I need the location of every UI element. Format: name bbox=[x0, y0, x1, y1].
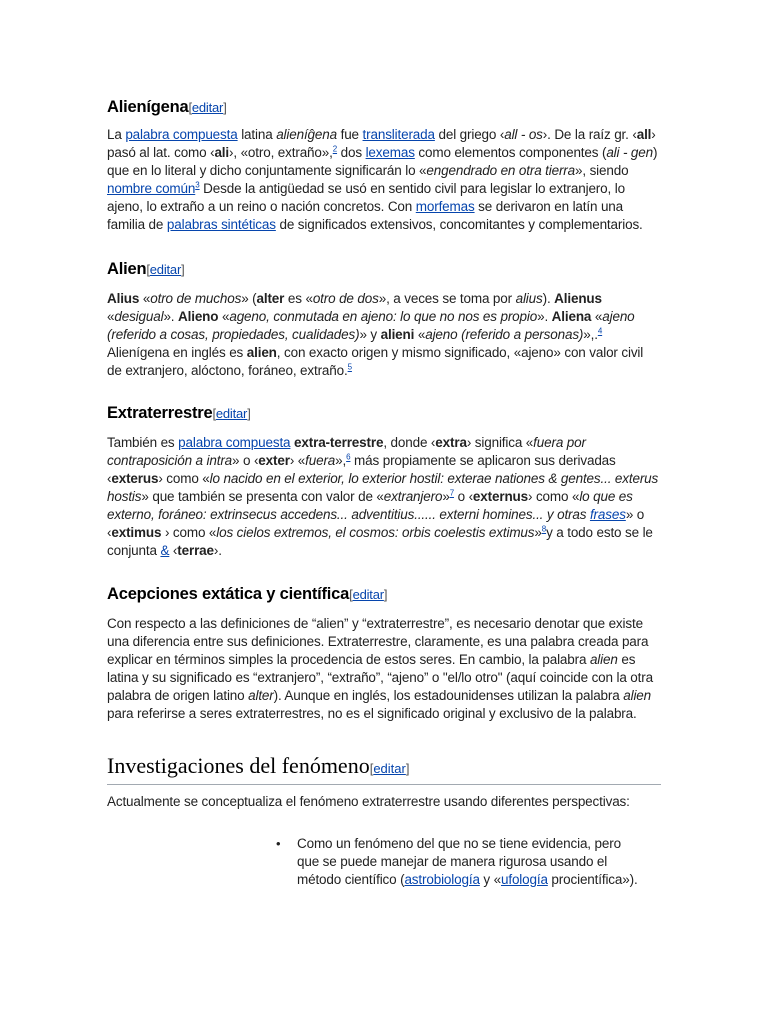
italic-text: fuera bbox=[305, 453, 336, 468]
section-paragraph: También es palabra compuesta extra-terrestre, donde ‹extra› significa «fuera por contraposición a intra» o ‹exter› «fuera»,$^6$ más propiamente se aplicaron sus derivadas ‹exterus› como «lo nacido en el exterior, lo exterior hostil: exterae nationes & gentes... exterus hostis» que también se presenta con valor de «extranjero»$^7$ o ‹externus› como «lo que es externo, foráneo: extrinsecus accedens... adventitius...... externi homines... y otras frases» o ‹extimus › como «los cielos extremos, el cosmos: orbis coelestis extimus»$^8$y a todo esto se le conjunta & ‹terrae›. bbox=[107, 435, 659, 558]
italic-text: alius bbox=[515, 291, 543, 306]
section-paragraph: Alius «otro de muchos» (alter es «otro de dos», a veces se toma por alius). Alienus «desigual». Alieno «ageno, conmutada en ajeno: lo que no nos es propio». Aliena «ajeno (referido a cosas, propiedades, cualidades)» y alieni «ajeno (referido a personas)»,.$^4$ Alienígena en inglés es alien, con exacto origen y mismo significado, «ajeno» con valor civil de extranjero, alóctono, foráneo, extraño.$^5$ bbox=[107, 291, 644, 378]
wiki-link[interactable]: lexemas bbox=[365, 145, 415, 160]
wiki-link[interactable]: morfemas bbox=[415, 199, 475, 214]
section-heading bbox=[107, 403, 661, 424]
reference-link[interactable]: 5 bbox=[347, 362, 352, 372]
bold-text: Alienus bbox=[554, 291, 602, 306]
list-item-text: Como un fenómeno del que no se tiene evidencia, pero que se puede manejar de manera rigurosa usando el método científico (astrobiología y «ufología procientífica»). bbox=[297, 836, 638, 887]
bold-text: terrae bbox=[177, 543, 214, 558]
italic-text: lo que es externo, foráneo: extrinsecus accedens... adventitius...... externi homines... y otras bbox=[107, 489, 633, 522]
list-item bbox=[276, 835, 642, 889]
wiki-link[interactable]: palabras sintéticas bbox=[166, 217, 276, 232]
italic-text: otro de muchos bbox=[150, 291, 242, 306]
heading-text: Alienígena bbox=[107, 98, 189, 116]
bullet-icon: • bbox=[276, 836, 281, 851]
bold-text: all bbox=[636, 127, 652, 142]
edit-link[interactable]: editar bbox=[352, 587, 384, 602]
edit-link[interactable]: editar bbox=[149, 262, 182, 277]
italic-text: ali - gen bbox=[606, 145, 653, 160]
edit-link[interactable]: editar bbox=[191, 100, 224, 115]
section-investigaciones bbox=[107, 752, 661, 889]
edit-section-link[interactable]: [editar] bbox=[146, 262, 185, 277]
italic-text: extranjero bbox=[383, 489, 443, 504]
section-acepciones bbox=[107, 584, 661, 723]
bold-text: ali bbox=[214, 145, 230, 160]
wiki-link[interactable]: palabra compuesta bbox=[125, 127, 238, 142]
reference-link[interactable]: 4 bbox=[597, 326, 603, 336]
italic-text: fuera por contraposición a intra bbox=[107, 435, 586, 468]
reference-link[interactable]: 2 bbox=[332, 144, 338, 154]
reference-link[interactable]: 6 bbox=[346, 452, 351, 462]
bold-text: alieni bbox=[380, 327, 415, 342]
italic-text: engendrado en otra tierra bbox=[426, 163, 576, 178]
reference-link[interactable]: 8 bbox=[541, 524, 547, 534]
section-alienigena bbox=[107, 97, 661, 234]
section-heading-large bbox=[107, 752, 661, 785]
edit-link[interactable]: editar bbox=[373, 761, 406, 776]
wiki-link[interactable]: nombre común bbox=[107, 181, 196, 196]
edit-section-link[interactable]: [editar] bbox=[212, 406, 251, 421]
italic-text: desigual bbox=[114, 309, 164, 324]
section-paragraph: La palabra compuesta latina alieníĝena fue transliterada del griego ‹all - os›. De la raíz gr. ‹all› pasó al lat. como ‹ali›, «otro, extraño»,$^2$ dos lexemas como elementos componentes (ali - gen) que en lo literal y dicho conjuntamente significarán lo «engendrado en otra tierra», siendo nombre común$^3$ Desde la antigüedad se usó en sentido civil para legislar lo extranjero, lo ajeno, lo extraño a un reino o nación concretos. Con morfemas se derivaron en latín una familia de palabras sintéticas de significados extensivos, concomitantes y complementarios. bbox=[107, 127, 658, 232]
reference-superscript bbox=[348, 363, 352, 372]
heading-text: Investigaciones del fenómeno bbox=[107, 753, 370, 778]
wiki-link[interactable]: astrobiología bbox=[404, 872, 480, 887]
edit-section-link[interactable]: [editar] bbox=[188, 100, 227, 115]
wiki-link[interactable]: palabra compuesta bbox=[178, 435, 291, 450]
edit-section-link[interactable]: [editar] bbox=[369, 761, 410, 776]
section-heading bbox=[107, 97, 661, 118]
wiki-link[interactable]: ufología bbox=[500, 872, 548, 887]
bold-text: Alieno bbox=[178, 309, 219, 324]
edit-link[interactable]: editar bbox=[215, 406, 248, 421]
bold-text: exterus bbox=[111, 471, 159, 486]
heading-text: Alien bbox=[107, 260, 147, 278]
wiki-link[interactable]: frases bbox=[589, 507, 626, 522]
italic-text: ajeno (referido a personas) bbox=[425, 327, 584, 342]
bold-text: Alius bbox=[107, 291, 140, 306]
edit-section-link[interactable]: [editar] bbox=[349, 587, 388, 602]
italic-text: ageno, conmutada en ajeno: lo que no nos es propio bbox=[229, 309, 538, 324]
bold-text: extimus bbox=[111, 525, 162, 540]
section-paragraph: Actualmente se conceptualiza el fenómeno extraterrestre usando diferentes perspectivas: bbox=[107, 794, 630, 809]
italic-text: alieníĝena bbox=[276, 127, 337, 142]
section-alien bbox=[107, 259, 661, 380]
italic-text: all - os bbox=[504, 127, 543, 142]
italic-text: alter bbox=[248, 688, 274, 703]
wiki-link[interactable]: transliterada bbox=[362, 127, 435, 142]
italic-text: otro de dos bbox=[312, 291, 379, 306]
italic-text: los cielos extremos, el cosmos: orbis coelestis extimus bbox=[216, 525, 535, 540]
bold-text: externus bbox=[472, 489, 528, 504]
reference-link[interactable]: 3 bbox=[195, 180, 200, 190]
section-heading bbox=[107, 584, 661, 605]
bold-text: extra-terrestre bbox=[294, 435, 384, 450]
reference-superscript bbox=[346, 453, 350, 462]
perspectives-list bbox=[276, 835, 642, 889]
italic-text: lo nacido en el exterior, lo exterior hostil: exterae nationes & gentes... exterus hostis bbox=[107, 471, 659, 504]
bold-text: exter bbox=[258, 453, 290, 468]
section-extraterrestre bbox=[107, 403, 661, 560]
reference-superscript bbox=[195, 181, 199, 190]
wiki-link[interactable]: & bbox=[160, 543, 170, 558]
heading-text: Extraterrestre bbox=[107, 404, 213, 422]
reference-link[interactable]: 7 bbox=[449, 488, 455, 498]
bold-text: Aliena bbox=[551, 309, 592, 324]
italic-text: alien bbox=[623, 688, 652, 703]
reference-superscript bbox=[333, 145, 337, 154]
bold-text: alien bbox=[246, 345, 277, 360]
italic-text: ajeno (referido a cosas, propiedades, cualidades) bbox=[107, 309, 635, 342]
reference-superscript bbox=[542, 525, 546, 534]
section-paragraph: Con respecto a las definiciones de “alien” y “extraterrestre”, es necesario denotar que existe una diferencia entre sus definiciones. Extraterrestre, claramente, es una palabra creada para explicar en términos simples la procedencia de estos seres. En cambio, la palabra alien es latina y su significado es “extranjero”, “extraño”, “ajeno” o "el/lo otro" (aquí coincide con la otra palabra de origen latino alter). Aunque en inglés, los estadounidenses utilizan la palabra alien para referirse a seres extraterrestres, no es el significado original y exclusivo de la palabra. bbox=[107, 616, 653, 721]
reference-superscript bbox=[450, 489, 454, 498]
reference-superscript bbox=[598, 327, 602, 336]
section-heading bbox=[107, 259, 661, 280]
bold-text: alter bbox=[256, 291, 285, 306]
heading-text: Acepciones extática y científica bbox=[107, 585, 350, 603]
italic-text: alien bbox=[589, 652, 618, 667]
bold-text: extra bbox=[435, 435, 467, 450]
